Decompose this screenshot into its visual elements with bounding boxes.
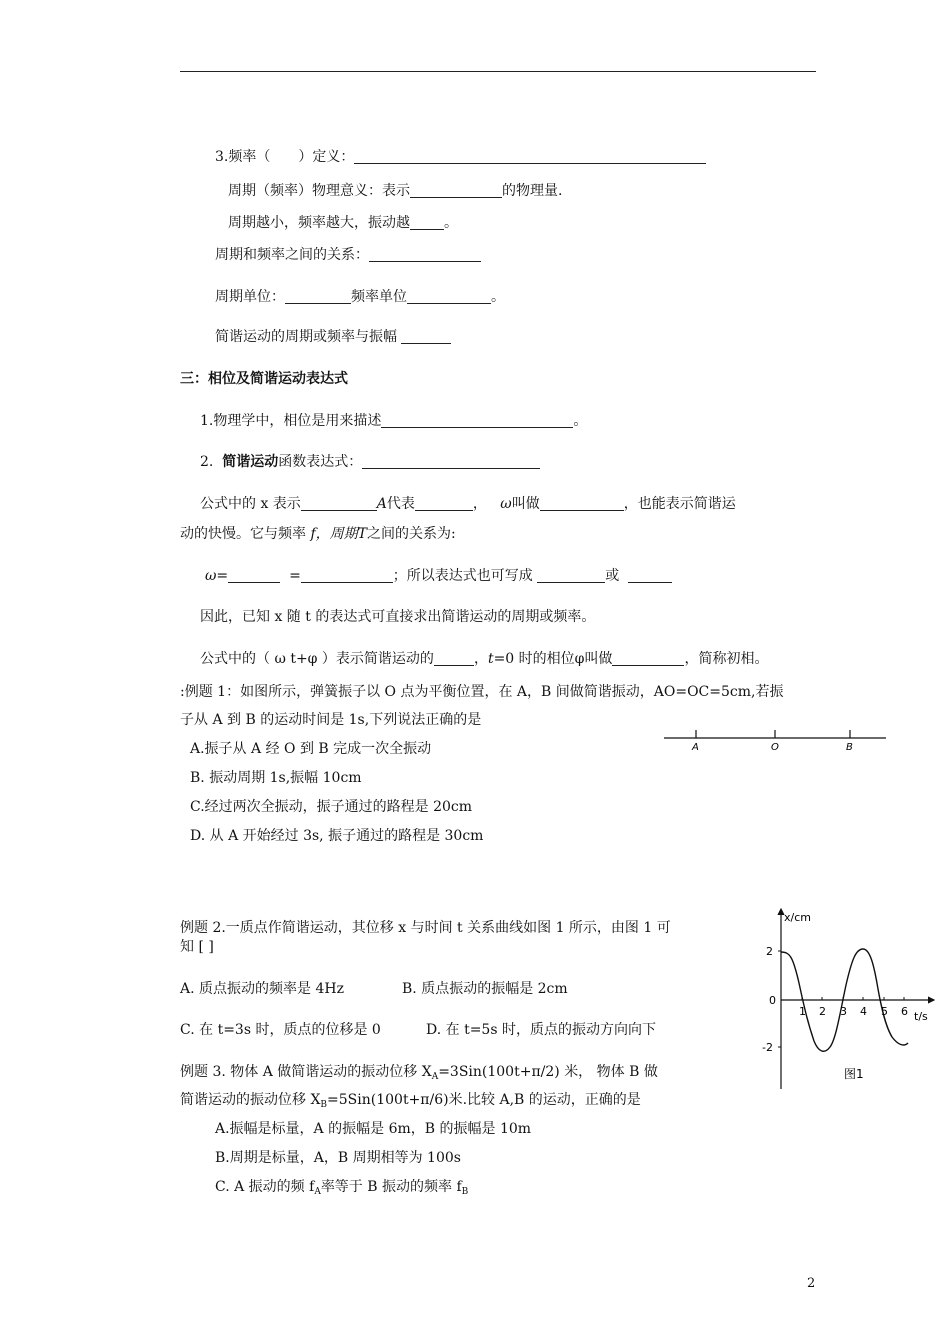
text: 公式中的（ ω t+φ ）表示简谐运动的 [200,651,434,667]
text: 1.物理学中，相位是用来描述 [200,413,382,429]
subscript: B [461,1187,469,1197]
blank [612,650,684,666]
example2-option-d: D. 在 t=5s 时，质点的振动方向向下 [426,1022,656,1038]
text: C. A 振动的频 f [215,1179,315,1195]
units-line [215,286,505,306]
y-tick-label: -2 [762,1041,773,1054]
blank [285,288,351,304]
text: 之间的关系为: [366,526,456,542]
text: 简谐运动 [222,454,279,470]
blank [301,567,393,583]
text: 例题 3. 物体 A 做简谐运动的振动位移 X [180,1064,432,1080]
text: 周期越小，频率越大，振动越 [228,215,410,231]
blank [415,495,473,511]
period-freq-relation-line [215,244,481,264]
text: 2. [200,454,214,470]
example2-option-b: B. 质点振动的振幅是 2cm [402,981,568,997]
text: A [376,496,387,512]
blank [381,412,573,428]
label-b: B [846,742,853,753]
example3-option-a: A.振幅是标量，A 的振幅是 6m，B 的振幅是 10m [215,1121,532,1137]
example3-line1 [180,1061,658,1082]
blank [362,453,540,469]
subscript: B [320,1100,328,1110]
blank [410,182,502,198]
text: 公式中的 x 表示 [200,496,301,512]
period-meaning-line [228,180,562,200]
text: = [289,568,301,584]
text: ω= [205,568,229,584]
text: f [310,526,316,542]
blank [540,495,624,511]
example1-option-d: D. 从 A 开始经过 3s, 振子通过的路程是 30cm [190,828,484,844]
text: ， [472,496,487,512]
example2-line1: 例题 2.一质点作简谐运动，其位移 x 与时间 t 关系曲线如图 1 所示，由图 1 可 [180,920,671,936]
x-tick-label: 1 [799,1005,806,1018]
text: 。 [573,413,588,429]
x-tick-label: 6 [901,1005,908,1018]
example3-option-b: B.周期是标量，A，B 周期相等为 100s [215,1150,461,1166]
blank [628,567,672,583]
example2-line2: 知 [ ] [180,939,214,955]
blank [410,214,444,230]
x-tick-label: 3 [840,1005,847,1018]
label-o: O [771,742,779,753]
text: 叫做 [511,496,540,512]
text: 函数表达式： [278,454,363,470]
blank [537,567,605,583]
text: ；所以表达式也可写成 [392,568,533,584]
displacement-time-graph [756,905,940,1091]
x-tick-label: 4 [860,1005,867,1018]
blank [301,495,377,511]
example1-line2: 子从 A 到 B 的运动时间是 1s,下列说法正确的是 [180,712,482,728]
text: 周期单位： [215,289,285,305]
phase-line [200,410,587,430]
amplitude-relation-line [215,326,451,346]
section-heading: 三：相位及简谐运动表达式 [180,371,348,387]
therefore-line: 因此，已知 x 随 t 的表达式可直接求出简谐运动的周期或频率。 [200,609,596,625]
y-tick-label: 0 [769,994,776,1007]
formula-meaning-line-2 [180,523,456,543]
example2-option-a: A. 质点振动的频率是 4Hz [180,981,344,997]
text: T [357,526,367,542]
period-smaller-line [228,212,458,232]
example1-line1: :例题 1：如图所示，弹簧振子以 O 点为平衡位置，在 A，B 间做简谐振动，AO=OC=5cm,若振 [180,684,784,700]
blank [228,567,280,583]
page-number: 2 [807,1276,816,1291]
text: 。 [491,289,505,305]
y-tick-label: 2 [766,945,773,958]
text: 代表 [386,496,415,512]
example3-option-c [215,1176,468,1197]
text: 或 [605,568,620,584]
text: 频率单位 [351,289,407,305]
text: 周期和频率之间的关系： [215,247,369,263]
blank [434,650,474,666]
text: t [487,651,494,667]
text: ， [473,651,488,667]
text: ω [500,496,512,512]
blank [407,288,491,304]
subscript: A [314,1187,321,1197]
expression-line [200,451,540,471]
text: 简谐运动的振动位移 X [180,1092,321,1108]
text: ，简称初相。 [684,651,769,667]
x-tick-label: 2 [819,1005,826,1018]
text: 的物理量. [502,183,563,199]
text: 动的快慢。它与频率 [180,526,306,542]
subscript: A [431,1072,439,1082]
x-tick-label: 5 [881,1005,888,1018]
y-axis-label: x/cm [784,911,811,924]
example1-option-b: B. 振动周期 1s,振幅 10cm [190,770,362,786]
label-a: A [692,742,699,753]
initial-phase-line [200,648,768,668]
text: ，也能表示简谐运 [623,496,736,512]
example1-option-a: A.振子从 A 经 O 到 B 完成一次全振动 [190,741,432,757]
freq-definition-text: 3.频率（ ）定义： [215,149,355,165]
text: =0 时的相位φ叫做 [493,651,613,667]
header-rule [180,71,816,72]
text: =5Sin(100t+π/6)米.比较 A,B 的运动，正确的是 [327,1092,641,1108]
text: =3Sin(100t+π/2) 米， 物体 B 做 [438,1064,658,1080]
text: 简谐运动的周期或频率与振幅 [215,329,397,345]
freq-definition-line [215,146,706,166]
example3-line2 [180,1089,641,1110]
blank [369,246,481,262]
figure-caption: 图1 [844,1067,864,1081]
example1-option-c: C.经过两次全振动，振子通过的路程是 20cm [190,799,473,815]
text: ，周期 [315,526,358,542]
omega-relation-line [205,565,672,585]
x-axis-label: t/s [914,1010,928,1023]
text: 周期（频率）物理意义：表示 [228,183,410,199]
spring-oscillator-figure [660,725,892,755]
blank [354,148,706,164]
text: 率等于 B 振动的频率 f [320,1179,462,1195]
example2-option-c: C. 在 t=3s 时，质点的位移是 0 [180,1022,381,1038]
text: 。 [444,215,458,231]
formula-meaning-line [200,493,736,513]
blank [401,328,451,344]
